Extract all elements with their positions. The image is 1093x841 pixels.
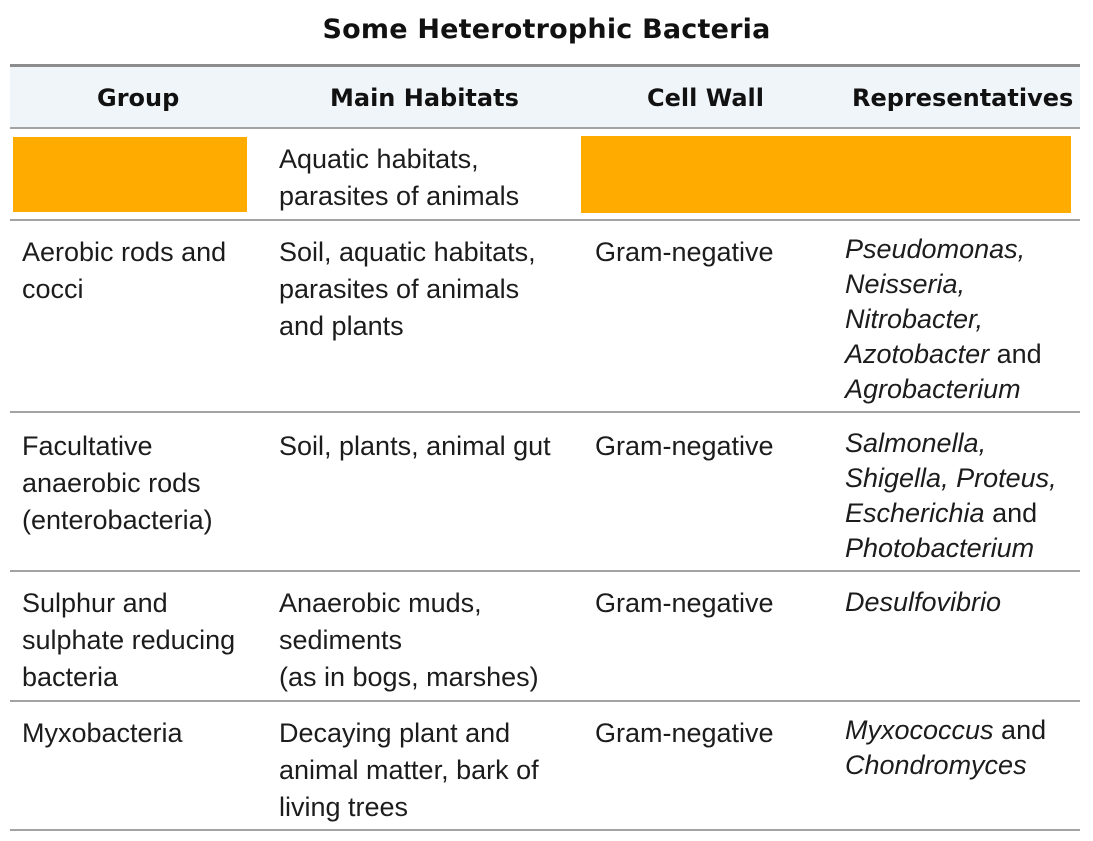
- row-4-habitats: Anaerobic muds, sediments (as in bogs, marshes): [279, 588, 539, 692]
- row-divider: [10, 700, 1080, 702]
- row-4-group: Sulphur and sulphate reducing bacteria: [22, 588, 236, 692]
- table-title: Some Heterotrophic Bacteria: [322, 14, 771, 45]
- column-header-cell-wall: Cell Wall: [647, 84, 764, 112]
- row-divider: [10, 570, 1080, 572]
- representative-genus: Salmonella,: [845, 428, 987, 458]
- row-5-habitats: Decaying plant and animal matter, bark of living trees: [279, 718, 539, 822]
- representative-genus: Pseudomonas,: [845, 234, 1026, 264]
- redacted-group-cell: [13, 137, 247, 212]
- representative-genus: Desulfovibrio: [845, 587, 1002, 617]
- row-5-cell-wall: Gram-negative: [595, 718, 774, 748]
- representative-connector: and: [996, 339, 1042, 369]
- representative-genus: Azotobacter: [845, 339, 990, 369]
- representative-connector: and: [1001, 715, 1047, 745]
- row-divider: [10, 219, 1080, 221]
- column-header-main-habitats: Main Habitats: [330, 84, 519, 112]
- bottom-rule: [10, 829, 1080, 831]
- representative-genus: Myxococcus: [845, 715, 994, 745]
- row-2-habitats: Soil, aquatic habitats, parasites of animals and plants: [279, 237, 536, 341]
- representative-connector: and: [992, 498, 1038, 528]
- representative-genus: Shigella, Proteus,: [845, 463, 1057, 493]
- row-2-representatives: [845, 232, 1042, 407]
- column-header-representatives: Representatives: [852, 84, 1074, 112]
- column-header-group: Group: [97, 84, 180, 112]
- row-2-cell-wall: Gram-negative: [595, 237, 774, 267]
- redacted-cell-wall-representatives: [581, 136, 1071, 213]
- top-rule: [10, 64, 1080, 67]
- header-divider: [10, 127, 1080, 129]
- row-4-cell-wall: Gram-negative: [595, 588, 774, 618]
- row-3-group: Facultative anaerobic rods (enterobacteria): [22, 431, 213, 535]
- row-4-representatives: [845, 585, 1001, 620]
- representative-genus: Escherichia: [845, 498, 985, 528]
- representative-genus: Agrobacterium: [845, 374, 1021, 404]
- row-5-group: Myxobacteria: [22, 718, 183, 748]
- representative-genus: Nitrobacter,: [845, 304, 984, 334]
- row-3-cell-wall: Gram-negative: [595, 431, 774, 461]
- row-3-habitats: Soil, plants, animal gut: [279, 431, 551, 461]
- row-1-habitats: Aquatic habitats, parasites of animals: [279, 144, 520, 211]
- representative-genus: Photobacterium: [845, 533, 1035, 563]
- row-2-group: Aerobic rods and cocci: [22, 237, 227, 304]
- row-divider: [10, 411, 1080, 413]
- row-3-representatives: [845, 426, 1057, 566]
- representative-genus: Neisseria,: [845, 269, 966, 299]
- representative-genus: Chondromyces: [845, 750, 1027, 780]
- row-5-representatives: [845, 713, 1046, 783]
